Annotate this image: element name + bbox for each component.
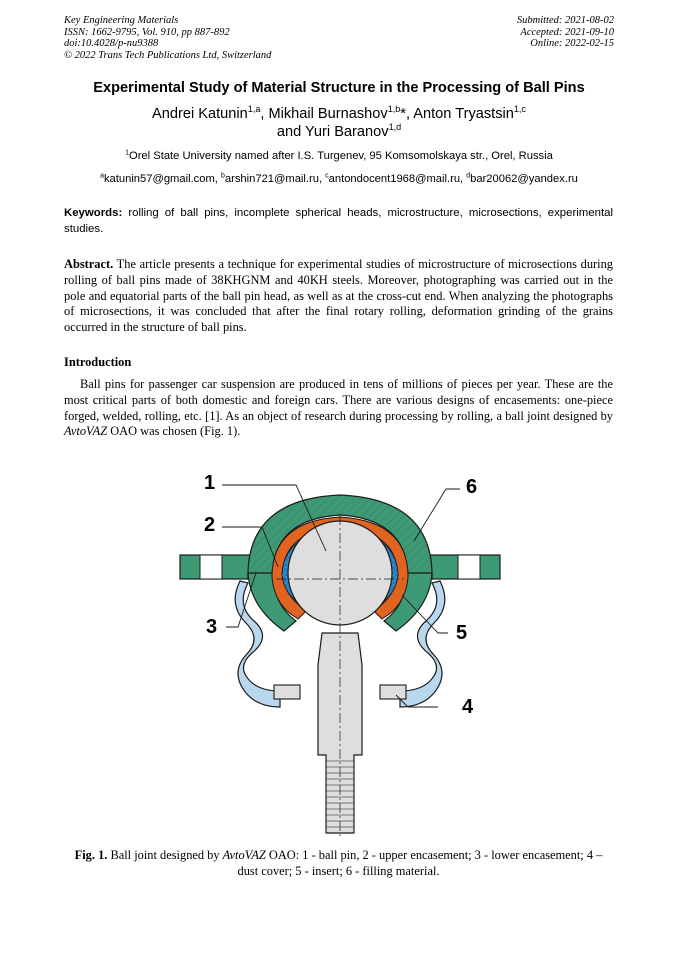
introduction-italic: AvtoVAZ [64,424,108,439]
author-name: and Yuri Baranov [276,124,389,140]
author-name: Anton Tryastsin [413,106,514,122]
email-link[interactable]: bar20062@yandex.ru [470,173,578,185]
email-mark: a [100,172,104,180]
paper-title: Experimental Study of Material Structure in the Processing of Ball Pins [93,80,585,96]
retaining-ring-right [380,685,406,699]
dates-header [517,15,614,50]
label-2: 2 [204,514,216,536]
author-name: Mikhail Burnashov [268,106,388,122]
email-link[interactable]: katunin57@gmail.com, [103,173,222,185]
label-1: 1 [204,472,216,494]
journal-doi: doi:10.4028/p-nu9388 [64,38,159,50]
email-mark: b [221,172,225,180]
figure-caption-text: Ball joint designed by [107,848,223,862]
author-affiliation-mark: 1,b [387,104,401,115]
journal-issn: ISSN: 1662-9795, Vol. 910, pp 887-892 [64,26,230,38]
email-link[interactable]: antondocent1968@mail.ru, [328,173,467,185]
keywords-section [64,206,613,237]
label-4: 4 [462,696,474,718]
introduction-heading: Introduction [64,355,132,369]
figure-caption-label: Fig. 1. [74,848,108,862]
introduction-paragraph [64,377,613,440]
email-link[interactable]: arshin721@mail.ru, [224,173,326,185]
author-affiliation-mark: 1,c [513,104,526,115]
email-mark: c [325,172,329,180]
author-emails [0,173,678,185]
author-line-1 [0,105,678,123]
author-line-2 [0,123,678,141]
keywords-text: rolling of ball pins, incomplete spherical heads, microstructure, microsections, experimental studies. [64,207,613,235]
abstract-text: The article presents a technique for experimental studies of microstructure of microsections during rolling of ball pins made of 38KHGNM and 40KH steels. Moreover, photographing was carried out in the pole and equatorial parts of the ball pin head, as well as at the cross-cut end. When analyzing the photographs of microsections, it was concluded that after the final rotary rolling, deformation grinding of the grains occurred in the structure of ball pins. [64,257,613,335]
journal-copyright: © 2022 Trans Tech Publications Ltd, Switzerland [64,49,272,61]
label-5: 5 [456,622,468,644]
submitted-date: Submitted: 2021-08-02 [516,15,614,26]
journal-name: Key Engineering Materials [64,15,179,26]
flange-hole-left [200,555,222,579]
author-list [0,105,678,141]
affiliation-mark: 1 [125,149,129,157]
online-date: Online: 2022-02-15 [530,38,614,50]
ball-joint-figure [176,455,504,843]
figure-caption-italic: AvtoVAZ [222,848,266,862]
abstract-label: Abstract. [64,257,114,271]
label-3: 3 [206,616,218,638]
introduction-text: Ball pins for passenger car suspension are produced in tens of millions of pieces per year. These are the most critical parts of both domestic and foreign cars. There are various designs of encasements: one-piece forged, welded, rolling, etc. [1]. As an object of research during processing by rolling, a ball joint designed by [64,377,613,423]
author-affiliation-mark: 1,a [247,104,261,115]
keywords-label: Keywords: [64,207,123,219]
journal-header [64,15,271,61]
author-separator: *, [400,106,414,122]
affiliation [0,150,678,162]
author-name: Andrei Katunin [152,106,248,122]
abstract-section [64,257,613,336]
affiliation-text: Orel State University named after I.S. Turgenev, 95 Komsomolskaya str., Orel, Russia [129,150,553,162]
author-separator: , [260,106,269,122]
retaining-ring-left [274,685,300,699]
introduction-text-end: OAO was chosen (Fig. 1). [107,424,241,439]
accepted-date: Accepted: 2021-09-10 [520,26,614,38]
label-6: 6 [466,476,478,498]
figure-caption [64,848,613,880]
author-affiliation-mark: 1,d [388,122,402,133]
email-mark: d [466,172,471,180]
figure-caption-rest: OAO: 1 - ball pin, 2 - upper encasement; 3 - lower encasement; 4 – dust cover; 5 - insert; 6 - filling material. [237,848,603,878]
flange-hole-right [458,555,480,579]
